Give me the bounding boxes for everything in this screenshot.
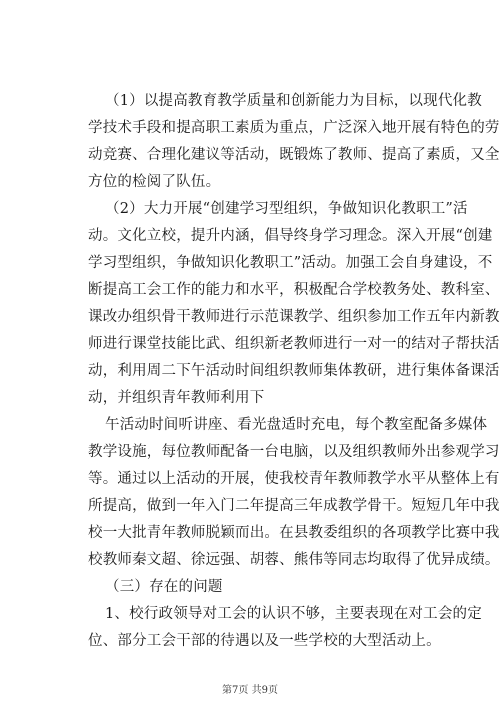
- paragraph-line: 断提高工会工作的能力和水平，积极配合学校教务处、教科室、: [88, 282, 500, 298]
- paragraph-line: 教学设施，每位教师配备一台电脑，以及组织教师外出参观学习: [88, 444, 500, 460]
- paragraph-line: 等。通过以上活动的开展，使我校青年教师教学水平从整体上有: [88, 471, 500, 487]
- paragraph-line: 方位的检阅了队伍。: [88, 174, 221, 190]
- paragraph-line: 午活动时间听讲座、看光盘适时充电，每个教室配备多媒体: [105, 417, 488, 433]
- paragraph-line: 动竞赛、合理化建议等活动，既锻炼了教师、提高了素质，又全: [88, 147, 500, 163]
- paragraph-line: 校教师秦文超、徐远强、胡蓉、熊伟等同志均取得了优异成绩。: [88, 552, 500, 568]
- paragraph-line: 位、部分工会干部的待遇以及一些学校的大型活动上。: [88, 633, 441, 649]
- section-heading: （三）存在的问题: [105, 579, 223, 595]
- paragraph-line: 动，并组织青年教师利用下: [88, 390, 265, 406]
- paragraph-line: （2）大力开展“创建学习型组织，争做知识化教职工”活: [105, 201, 468, 217]
- paragraph-line: 师进行课堂技能比武、组织新老教师进行一对一的结对子帮扶活: [88, 336, 500, 352]
- paragraph-line: 1、校行政领导对工会的认识不够，主要表现在对工会的定: [105, 606, 482, 622]
- paragraph-line: 课改办组织骨干教师进行示范课教学、组织参加工作五年内新教: [88, 309, 500, 325]
- paragraph-line: 所提高，做到一年入门二年提高三年成教学骨干。短短几年中我: [88, 498, 500, 514]
- paragraph-line: 学技术手段和提高职工素质为重点，广泛深入地开展有特色的劳: [88, 120, 500, 136]
- paragraph-line: 校一大批青年教师脱颖而出。在县教委组织的各项教学比赛中我: [88, 525, 500, 541]
- paragraph-line: （1）以提高教育教学质量和创新能力为目标，以现代化教: [105, 93, 482, 109]
- paragraph-line: 动，利用周二下午活动时间组织教师集体教研，进行集体备课活: [88, 363, 500, 379]
- paragraph-line: 动。文化立校，提升内涵，倡导终身学习理念。深入开展“创建: [88, 228, 493, 244]
- page-number-footer: 第7页 共9页: [222, 685, 278, 696]
- paragraph-line: 学习型组织，争做知识化教职工”活动。加强工会自身建设，不: [88, 255, 493, 271]
